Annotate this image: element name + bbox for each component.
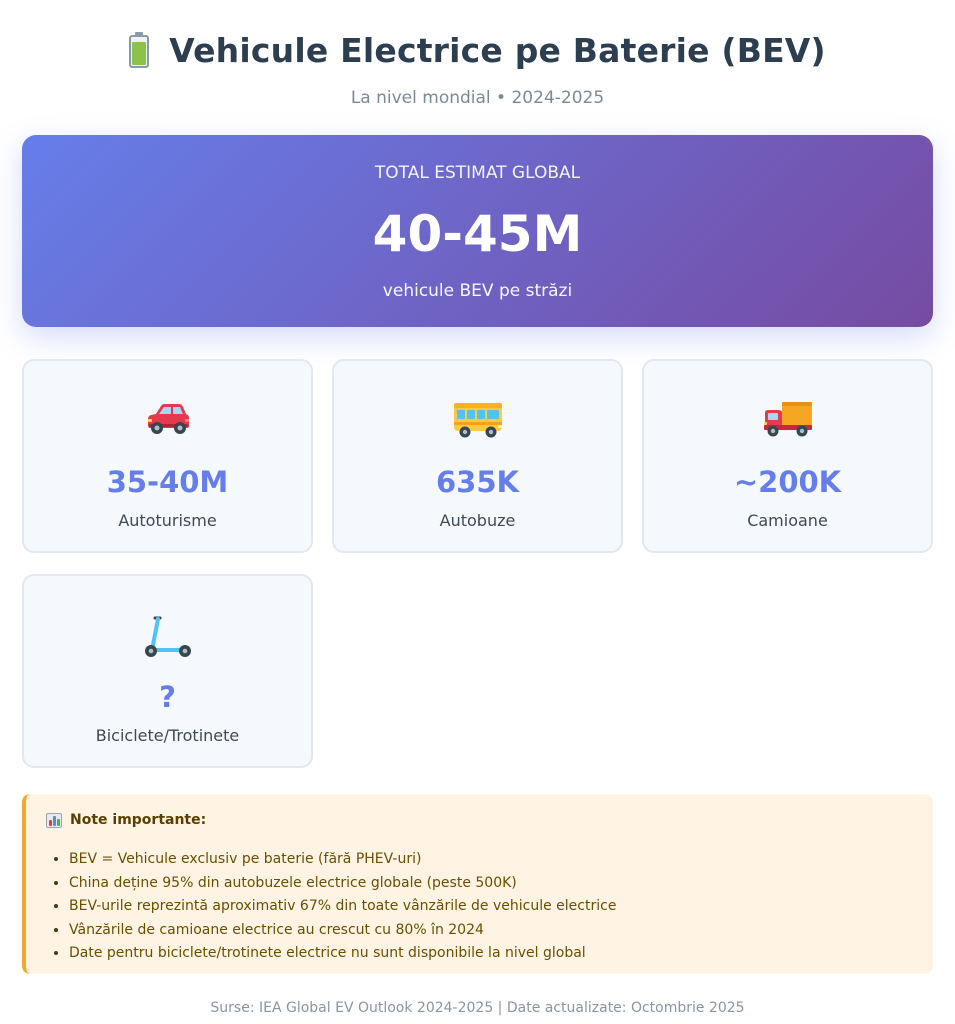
scooter-icon bbox=[142, 614, 194, 660]
bus-icon bbox=[452, 399, 504, 441]
trucks-label: Camioane bbox=[747, 511, 828, 530]
notes-heading bbox=[46, 812, 206, 828]
title-row bbox=[0, 28, 955, 72]
note-item: • Date pentru biciclete/trotinete electrice nu sunt disponibile la nivel global bbox=[69, 942, 616, 966]
total-estimate-description: vehicule BEV pe străzi bbox=[382, 281, 573, 301]
note-item: • BEV = Vehicule exclusiv pe baterie (fără PHEV-uri) bbox=[69, 848, 616, 872]
cars-value: 35-40M bbox=[106, 465, 229, 499]
buses-label: Autobuze bbox=[439, 511, 516, 530]
header bbox=[0, 0, 955, 108]
car-icon bbox=[142, 399, 194, 439]
scooters-label: Biciclete/Trotinete bbox=[95, 726, 240, 745]
trucks-value: ~200K bbox=[733, 465, 842, 499]
stat-card-buses bbox=[332, 359, 623, 553]
stat-card-trucks bbox=[642, 359, 933, 553]
total-estimate-value: 40-45M bbox=[372, 205, 583, 263]
total-estimate-label: TOTAL ESTIMAT GLOBAL bbox=[374, 163, 581, 183]
page-subtitle: La nivel mondial • 2024-2025 bbox=[350, 88, 605, 108]
truck-icon bbox=[762, 399, 814, 441]
scooters-value: ? bbox=[159, 680, 176, 714]
sources-footer: Surse: IEA Global EV Outlook 2024-2025 | Date actualizate: Octombrie 2025 bbox=[210, 1000, 745, 1016]
total-estimate-panel bbox=[22, 135, 933, 327]
bar-chart-icon bbox=[46, 813, 62, 828]
note-item: • Vânzările de camioane electrice au crescut cu 80% în 2024 bbox=[69, 919, 616, 943]
stat-card-cars bbox=[22, 359, 313, 553]
stat-card-scooters bbox=[22, 574, 313, 768]
notes-list bbox=[69, 848, 616, 966]
note-item: • BEV-urile reprezintă aproximativ 67% din toate vânzările de vehicule electrice bbox=[69, 895, 616, 919]
page-title: Vehicule Electrice pe Baterie (BEV) bbox=[169, 30, 826, 70]
note-item: • China deține 95% din autobuzele electrice globale (peste 500K) bbox=[69, 872, 616, 896]
notes-title: Note importante: bbox=[70, 812, 207, 828]
cars-label: Autoturisme bbox=[118, 511, 217, 530]
buses-value: 635K bbox=[435, 465, 519, 499]
battery-icon bbox=[129, 32, 149, 68]
notes-panel bbox=[22, 794, 933, 974]
